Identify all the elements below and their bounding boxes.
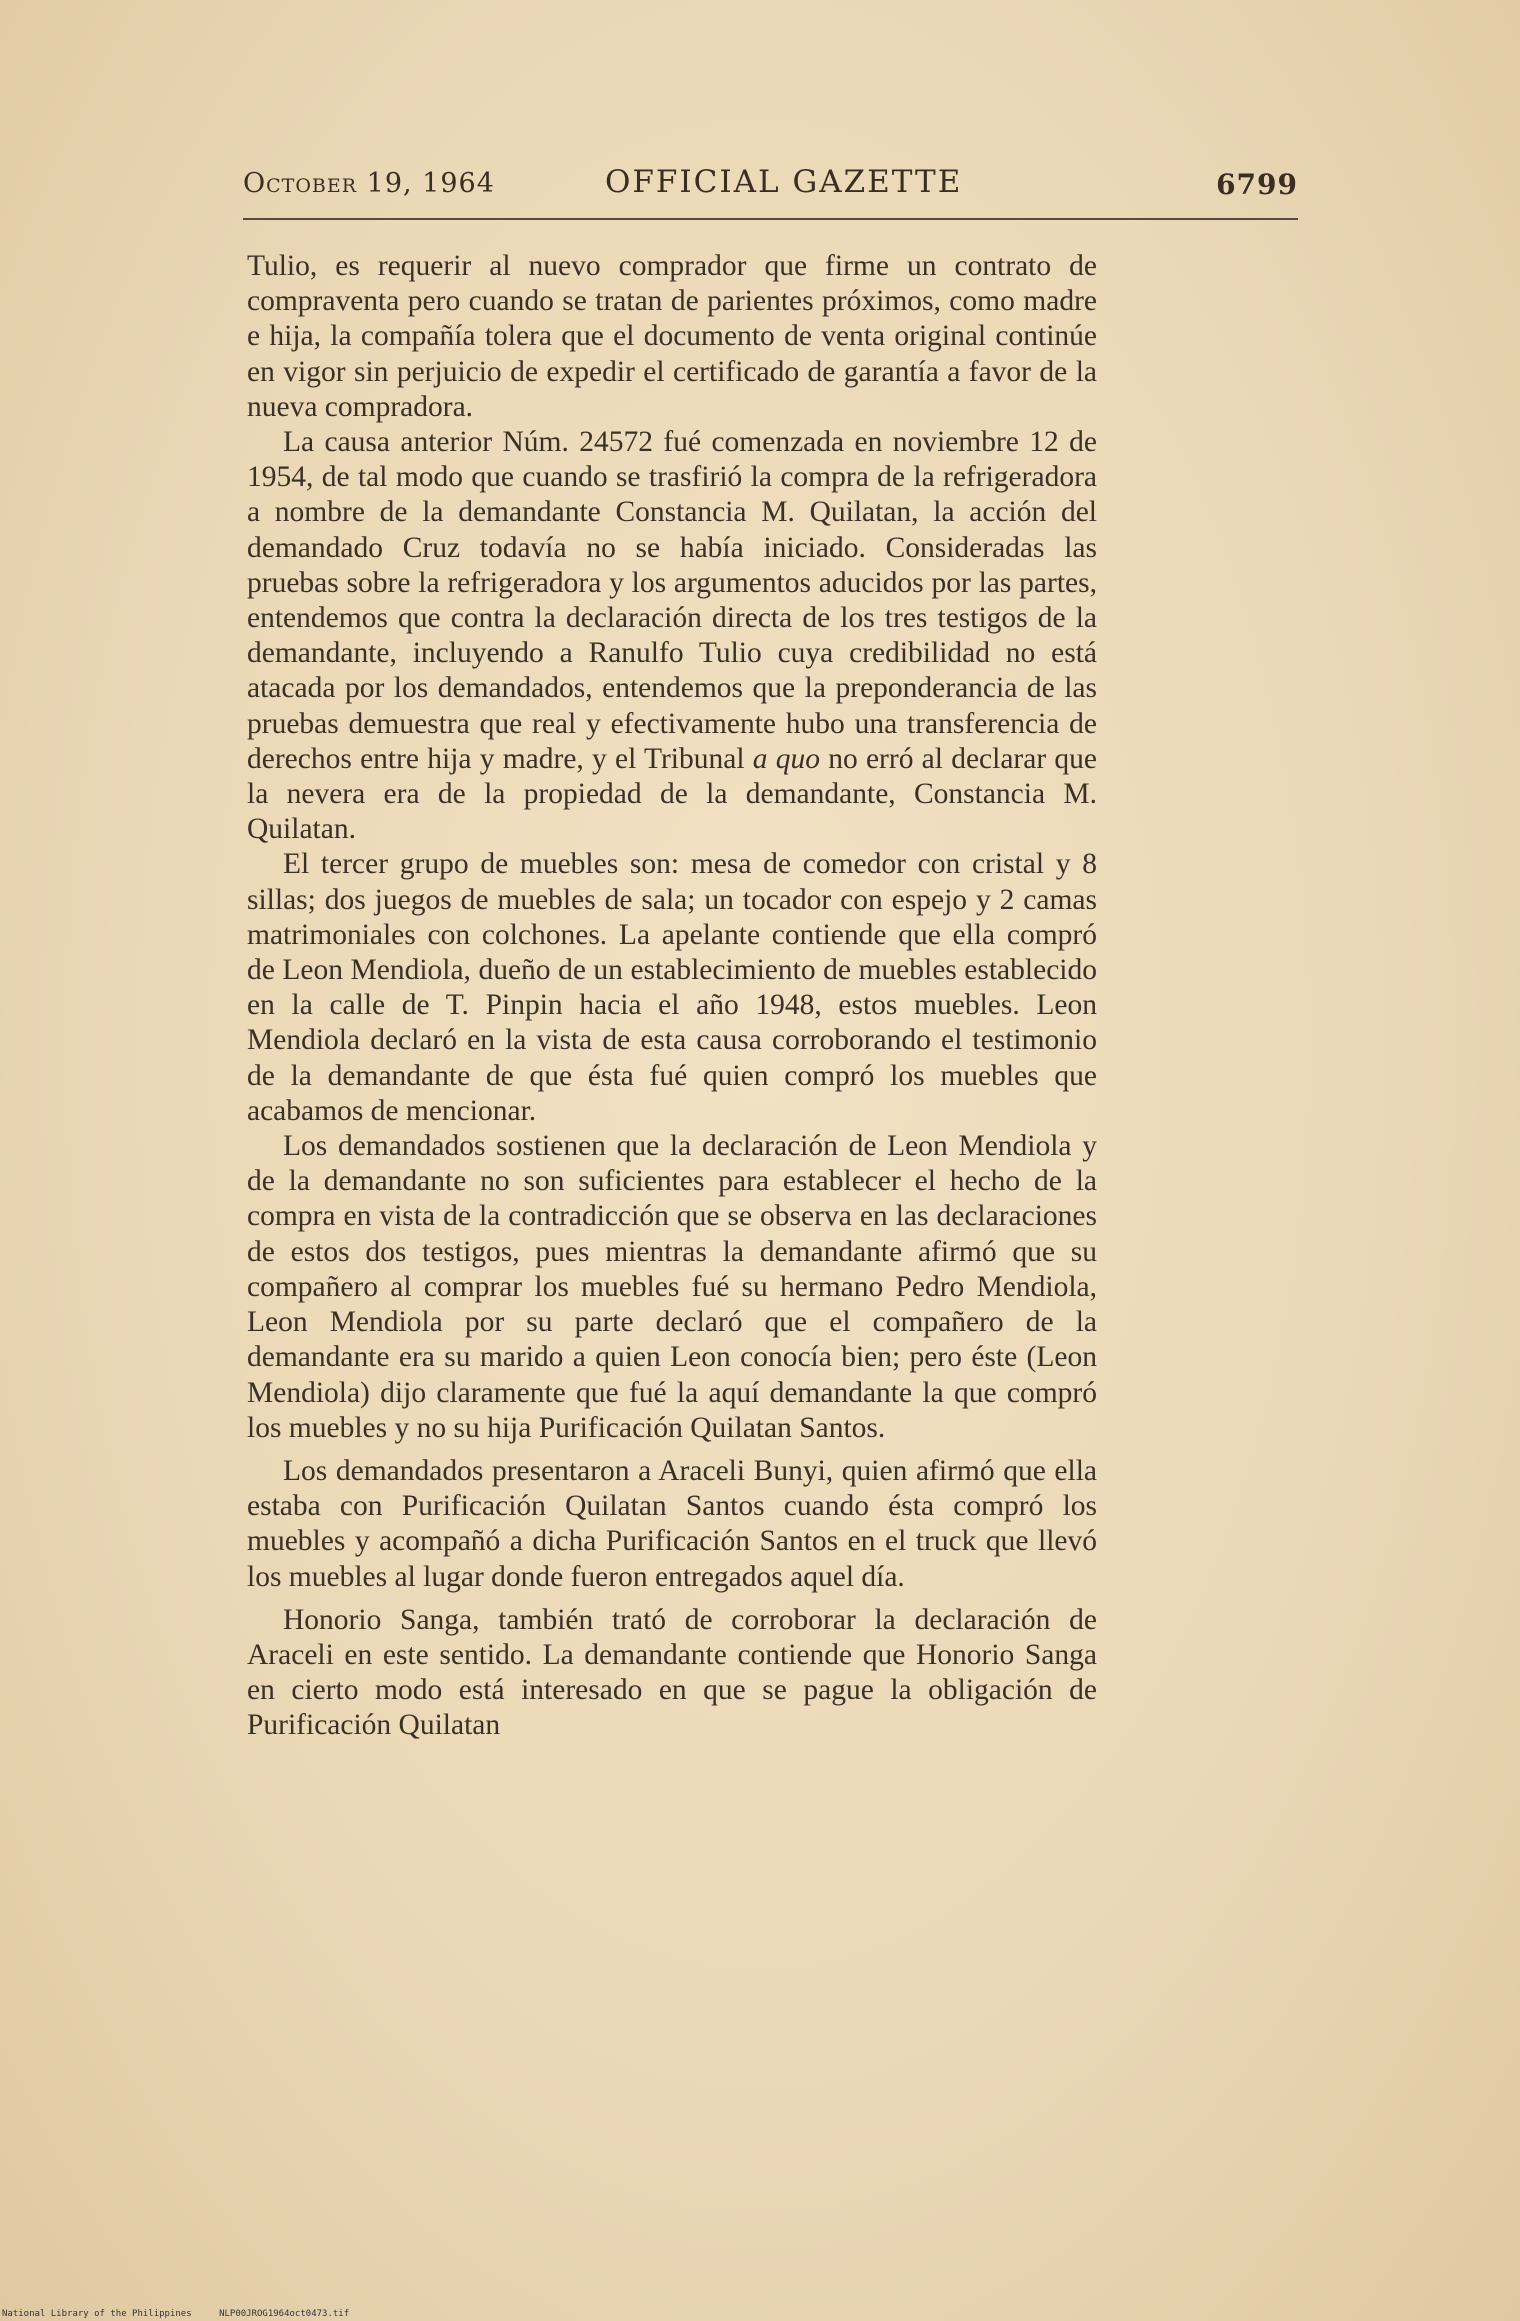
body-text [247, 249, 1097, 1744]
scan-footer [2, 2308, 602, 2321]
paragraph-2-text: La causa anterior Núm. 24572 fué comenzada en noviembre 12 de 1954, de tal modo que cuando se trasfirió la compra de la refrigeradora a nombre de la demandante Constancia M. Quilatan, la acción del demandado Cruz todavía no se había iniciado. Consideradas las pruebas sobre la refrigeradora y los argumentos aducidos por las partes, entendemos que contra la declaración directa de los tres testigos de la demandante, incluyendo a Ranulfo Tulio cuya credibilidad no está atacada por los demandados, entendemos que la preponderancia de las pruebas demuestra que real y efectivamente hubo una transferencia de derechos entre hija y madre, y el Tribunal [247, 426, 1097, 775]
paragraph-5 [247, 1454, 1097, 1595]
paragraph-4-text: Los demandados sostienen que la declaración de Leon Mendiola y de la demandante no son suficientes para establecer el hecho de la compra en vista de la contradicción que se observa en las declaraciones de estos dos testigos, pues mientras la demandante afirmó que su compañero al comprar los muebles fué su hermano Pedro Mendiola, Leon Mendiola por su parte declaró que el compañero de la demandante era su marido a quien Leon conocía bien; pero éste (Leon Mendiola) dijo claramente que fué la aquí demandante la que compró los muebles y no su hija Purificación Quilatan Santos. [247, 1130, 1097, 1444]
paragraph-2-text-after: no erró al declarar que la nevera era de la propiedad de la demandante, Constancia M. Quilatan. [247, 742, 1097, 846]
footer-file: NLP00JROG1964oct0473.tif [219, 2309, 350, 2319]
paragraph-3 [247, 847, 1097, 1129]
footer-library: National Library of the Philippines [2, 2309, 192, 2319]
paragraph-2-italic: a quo [752, 742, 820, 775]
paragraph-1-text: Tulio, es requerir al nuevo comprador que firme un contrato de compraventa pero cuando se tratan de parientes próximos, como madre e hija, la compañía tolera que el documento de venta original continúe en vigor sin perjuicio de expedir el certificado de garantía a favor de la nueva compradora. [247, 250, 1097, 423]
paragraph-2 [247, 425, 1097, 847]
paragraph-1 [247, 249, 1097, 425]
page-header [243, 164, 1298, 204]
paragraph-6 [247, 1603, 1097, 1744]
paragraph-4 [247, 1129, 1097, 1446]
header-rule [243, 218, 1298, 220]
paragraph-3-text: El tercer grupo de muebles son: mesa de comedor con cristal y 8 sillas; dos juegos de muebles de sala; un tocador con espejo y 2 camas matrimoniales con colchones. La apelante contiende que ella compró de Leon Mendiola, dueño de un establecimiento de muebles establecido en la calle de T. Pinpin hacia el año 1948, estos muebles. Leon Mendiola declaró en la vista de esta causa corroborando el testimonio de la demandante de que ésta fué quien compró los muebles que acabamos de mencionar. [247, 848, 1097, 1127]
paragraph-6-text: Honorio Sanga, también trató de corroborar la declaración de Araceli en este sentido. La demandante contiende que Honorio Sanga en cierto modo está interesado en que se pague la obligación de Purificación Quilatan [247, 1603, 1097, 1742]
paragraph-5-text: Los demandados presentaron a Araceli Bunyi, quien afirmó que ella estaba con Purificación Quilatan Santos cuando ésta compró los muebles y acompañó a dicha Purificación Santos en el truck que llevó los muebles al lugar donde fueron entregados aquel día. [247, 1454, 1097, 1593]
header-page-number: 6799 [1216, 168, 1298, 201]
header-title: OFFICIAL GAZETTE [605, 164, 963, 200]
header-date: October 19, 1964 [243, 168, 495, 199]
